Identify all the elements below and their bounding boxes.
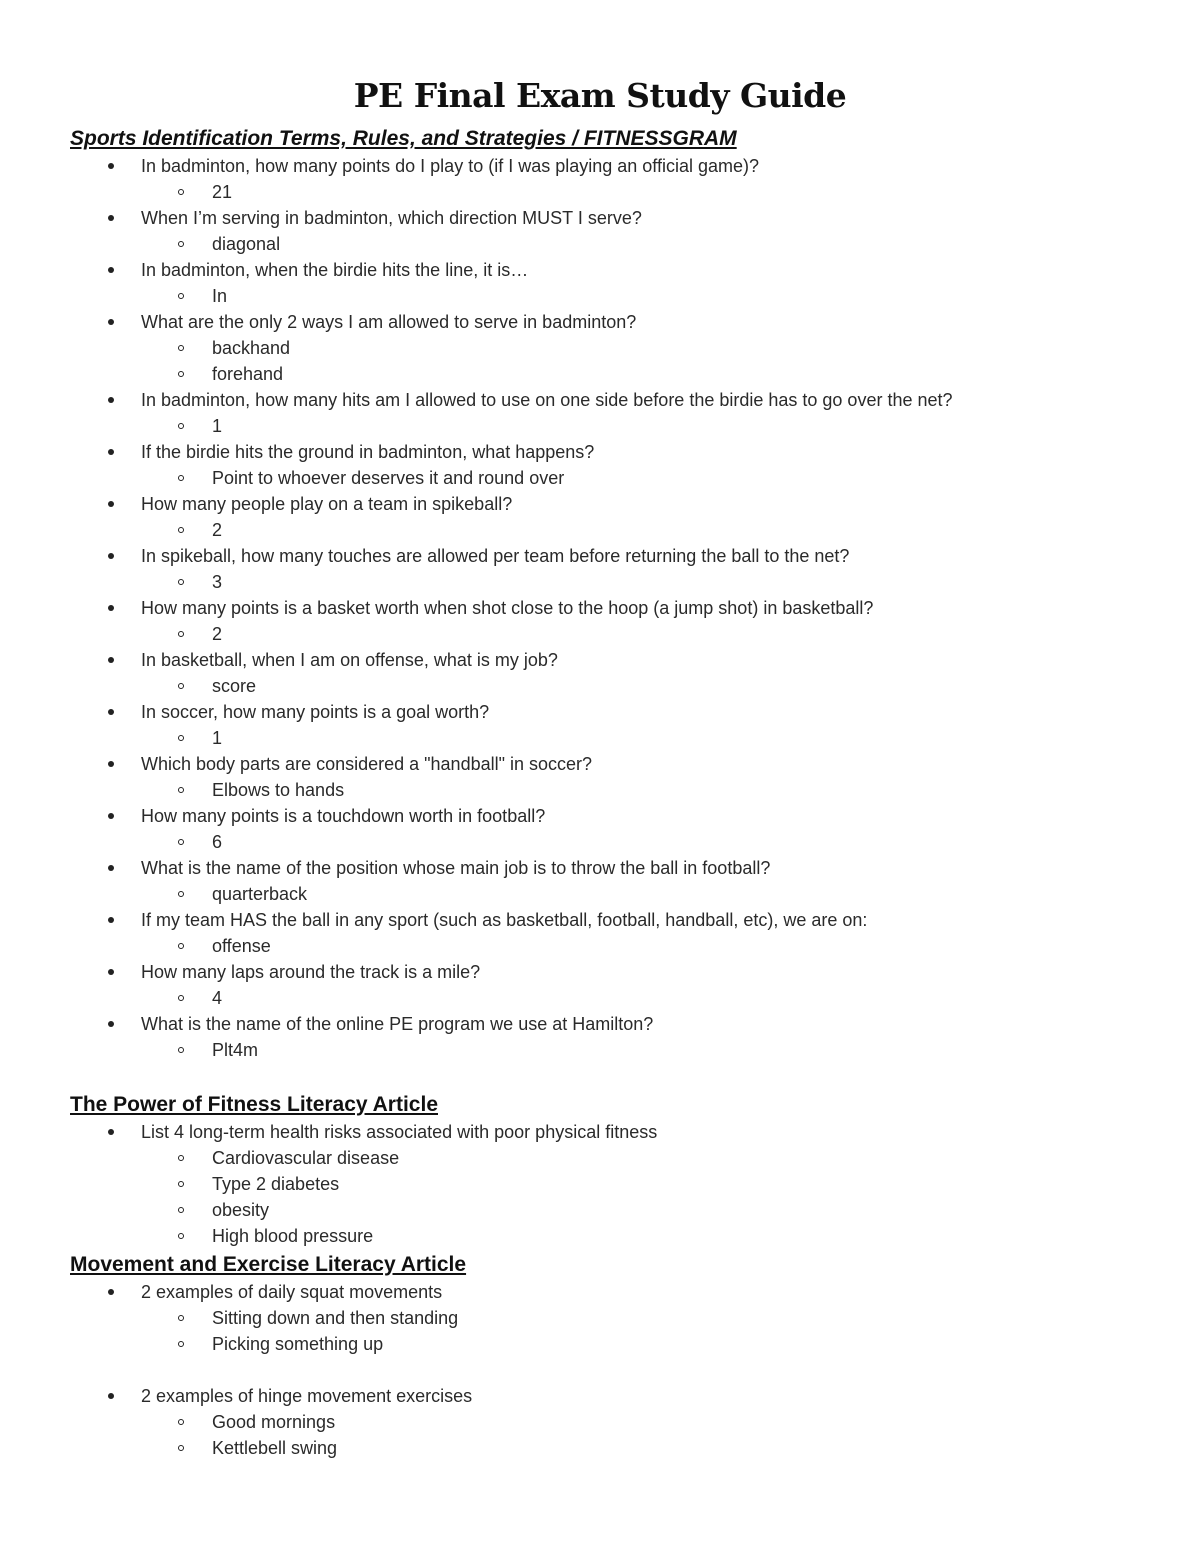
answer-text: quarterback [212, 884, 308, 904]
answer-text: Point to whoever deserves it and round over [212, 468, 565, 488]
hollow-bullet-icon [178, 345, 184, 351]
hollow-bullet-icon [178, 995, 184, 1001]
hollow-bullet-icon [178, 241, 184, 247]
question-item [70, 439, 1150, 465]
question-item [70, 387, 1150, 413]
bullet-icon [108, 761, 114, 767]
answer-text: Plt4m [212, 1040, 259, 1060]
answer-text: forehand [212, 364, 284, 384]
hollow-bullet-icon [178, 475, 184, 481]
bullet-icon [108, 709, 114, 715]
bullet-icon [108, 657, 114, 663]
question-item [70, 491, 1150, 517]
document-title: PE Final Exam Study Guide [353, 76, 847, 115]
bullet-icon [108, 319, 114, 325]
question-text: In badminton, how many hits am I allowed to use on one side before the birdie has to go over the net? [141, 390, 953, 410]
question-text: In spikeball, how many touches are allowed per team before returning the ball to the net? [141, 546, 850, 566]
answer-item [70, 673, 1150, 699]
question-text: How many laps around the track is a mile? [141, 962, 481, 982]
question-item [70, 153, 1150, 179]
question-item [70, 647, 1150, 673]
answer-text: offense [212, 936, 271, 956]
answer-text: score [212, 676, 257, 696]
hollow-bullet-icon [178, 683, 184, 689]
hollow-bullet-icon [178, 631, 184, 637]
question-item [70, 595, 1150, 621]
answer-item [70, 1037, 1150, 1063]
question-text: Which body parts are considered a "handball" in soccer? [141, 754, 593, 774]
answer-item [70, 725, 1150, 751]
answer-item [70, 1331, 1150, 1357]
bullet-icon [108, 267, 114, 273]
question-text: List 4 long-term health risks associated with poor physical fitness [141, 1122, 658, 1142]
hollow-bullet-icon [178, 1419, 184, 1425]
question-item [70, 309, 1150, 335]
question-text: If the birdie hits the ground in badminton, what happens? [141, 442, 595, 462]
answer-text: 4 [212, 988, 223, 1008]
question-text: In badminton, how many points do I play to (if I was playing an official game)? [141, 156, 760, 176]
answer-item [70, 1171, 1150, 1197]
question-item [70, 699, 1150, 725]
answer-text: 2 [212, 624, 223, 644]
hollow-bullet-icon [178, 735, 184, 741]
question-item [70, 257, 1150, 283]
answer-text: Cardiovascular disease [212, 1148, 400, 1168]
question-item [70, 907, 1150, 933]
question-item [70, 855, 1150, 881]
answer-text: obesity [212, 1200, 270, 1220]
bullet-icon [108, 215, 114, 221]
answer-item [70, 1223, 1150, 1249]
section-heading: Sports Identification Terms, Rules, and Strategies / FITNESSGRAM [70, 127, 737, 150]
answer-item [70, 231, 1150, 257]
answer-item [70, 1145, 1150, 1171]
answer-text: Sitting down and then standing [212, 1308, 459, 1328]
answer-item [70, 933, 1150, 959]
question-text: What are the only 2 ways I am allowed to serve in badminton? [141, 312, 637, 332]
answer-item [70, 777, 1150, 803]
question-text: In badminton, when the birdie hits the line, it is… [141, 260, 529, 280]
answer-text: Type 2 diabetes [212, 1174, 340, 1194]
answer-text: 2 [212, 520, 223, 540]
answer-item [70, 413, 1150, 439]
bullet-icon [108, 1393, 114, 1399]
section-fitness-literacy [70, 1091, 1150, 1249]
bullet-icon [108, 501, 114, 507]
answer-text: 1 [212, 416, 223, 436]
question-text: When I’m serving in badminton, which direction MUST I serve? [141, 208, 642, 228]
hollow-bullet-icon [178, 943, 184, 949]
question-item [70, 959, 1150, 985]
hollow-bullet-icon [178, 371, 184, 377]
answer-item [70, 569, 1150, 595]
blank-line [70, 1357, 1150, 1383]
question-text: How many points is a basket worth when shot close to the hoop (a jump shot) in basketball? [141, 598, 874, 618]
hollow-bullet-icon [178, 1155, 184, 1161]
answer-text: Kettlebell swing [212, 1438, 338, 1458]
bullet-icon [108, 553, 114, 559]
hollow-bullet-icon [178, 787, 184, 793]
section-movement-exercise [70, 1251, 1150, 1461]
answer-item [70, 335, 1150, 361]
hollow-bullet-icon [178, 1207, 184, 1213]
question-text: How many points is a touchdown worth in football? [141, 806, 546, 826]
question-item [70, 1011, 1150, 1037]
answer-item [70, 517, 1150, 543]
section-sports-identification [70, 125, 1150, 1063]
question-text: In soccer, how many points is a goal worth? [141, 702, 490, 722]
section-heading: The Power of Fitness Literacy Article [70, 1093, 438, 1116]
bullet-icon [108, 865, 114, 871]
answer-item [70, 1435, 1150, 1461]
answer-text: Elbows to hands [212, 780, 345, 800]
bullet-icon [108, 449, 114, 455]
question-text: 2 examples of daily squat movements [141, 1282, 443, 1302]
answer-item [70, 1197, 1150, 1223]
hollow-bullet-icon [178, 1341, 184, 1347]
answer-item [70, 621, 1150, 647]
question-item [70, 205, 1150, 231]
answer-text: Good mornings [212, 1412, 336, 1432]
hollow-bullet-icon [178, 579, 184, 585]
answer-item [70, 361, 1150, 387]
question-item [70, 803, 1150, 829]
bullet-icon [108, 813, 114, 819]
hollow-bullet-icon [178, 1445, 184, 1451]
answer-text: 1 [212, 728, 223, 748]
answer-text: 21 [212, 182, 233, 202]
answer-text: High blood pressure [212, 1226, 374, 1246]
hollow-bullet-icon [178, 1047, 184, 1053]
question-text: If my team HAS the ball in any sport (such as basketball, football, handball, etc), we are on: [141, 910, 868, 930]
question-list [70, 153, 1150, 1063]
hollow-bullet-icon [178, 293, 184, 299]
section-heading: Movement and Exercise Literacy Article [70, 1253, 467, 1276]
question-list [70, 1279, 1150, 1461]
answer-text: 3 [212, 572, 223, 592]
answer-item [70, 1409, 1150, 1435]
answer-text: backhand [212, 338, 291, 358]
answer-item [70, 1305, 1150, 1331]
hollow-bullet-icon [178, 839, 184, 845]
answer-item [70, 179, 1150, 205]
hollow-bullet-icon [178, 1181, 184, 1187]
question-list [70, 1119, 1150, 1249]
bullet-icon [108, 605, 114, 611]
question-item [70, 1279, 1150, 1305]
answer-text: diagonal [212, 234, 281, 254]
hollow-bullet-icon [178, 891, 184, 897]
answer-item [70, 465, 1150, 491]
hollow-bullet-icon [178, 423, 184, 429]
hollow-bullet-icon [178, 189, 184, 195]
answer-item [70, 829, 1150, 855]
bullet-icon [108, 917, 114, 923]
question-item [70, 1119, 1150, 1145]
question-text: How many people play on a team in spikeball? [141, 494, 513, 514]
bullet-icon [108, 1289, 114, 1295]
hollow-bullet-icon [178, 1233, 184, 1239]
question-text: In basketball, when I am on offense, what is my job? [141, 650, 558, 670]
hollow-bullet-icon [178, 1315, 184, 1321]
question-item [70, 543, 1150, 569]
answer-text: In [212, 286, 228, 306]
bullet-icon [108, 163, 114, 169]
question-text: 2 examples of hinge movement exercises [141, 1386, 473, 1406]
bullet-icon [108, 969, 114, 975]
question-item [70, 1383, 1150, 1409]
answer-text: 6 [212, 832, 223, 852]
hollow-bullet-icon [178, 527, 184, 533]
bullet-icon [108, 1021, 114, 1027]
bullet-icon [108, 1129, 114, 1135]
question-item [70, 751, 1150, 777]
bullet-icon [108, 397, 114, 403]
answer-text: Picking something up [212, 1334, 384, 1354]
question-text: What is the name of the online PE program we use at Hamilton? [141, 1014, 654, 1034]
answer-item [70, 881, 1150, 907]
answer-item [70, 985, 1150, 1011]
question-text: What is the name of the position whose main job is to throw the ball in football? [141, 858, 771, 878]
answer-item [70, 283, 1150, 309]
